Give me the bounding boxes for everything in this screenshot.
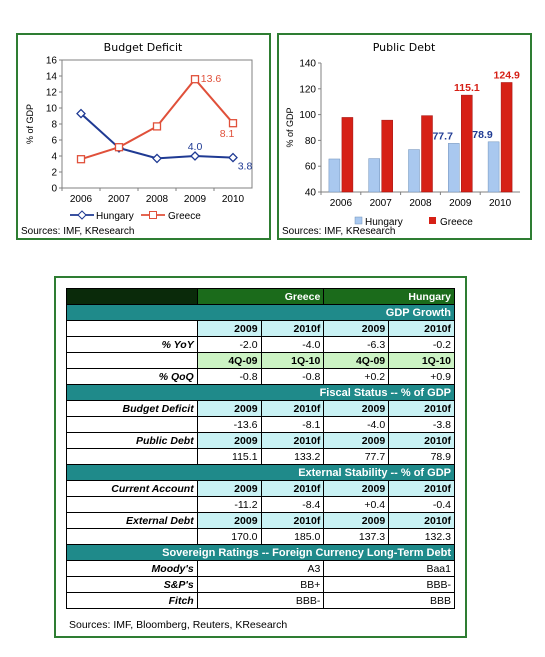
line-y-tick-label: 12 xyxy=(45,87,57,99)
line-data-label: 13.6 xyxy=(200,73,222,86)
row-label xyxy=(67,321,198,337)
row-label: % QoQ xyxy=(67,369,198,385)
period-cell: 2009 xyxy=(197,321,261,337)
bar-data-label: 77.7 xyxy=(432,130,453,143)
rating-cell: Baa1 xyxy=(324,561,455,577)
period-cell: 2010f xyxy=(261,321,324,337)
period-cell: 2009 xyxy=(324,321,389,337)
row-label xyxy=(67,353,198,369)
table-row xyxy=(67,449,455,465)
line-data-label: 8.1 xyxy=(219,128,235,141)
period-cell: 4Q-09 xyxy=(324,353,389,369)
line-point-greece xyxy=(154,123,161,130)
value-cell: -11.2 xyxy=(197,497,261,513)
line-point-hungary xyxy=(153,154,161,162)
line-y-tick-label: 14 xyxy=(45,71,57,83)
rating-cell: BBB xyxy=(324,593,455,609)
line-point-greece xyxy=(192,76,199,83)
bar-hungary-2010 xyxy=(488,142,499,192)
table-row xyxy=(67,321,455,337)
bar-x-tick-label: 2008 xyxy=(409,198,432,209)
row-label: S&P's xyxy=(67,577,198,593)
bar-greece-2008 xyxy=(422,116,433,192)
period-cell: 2010f xyxy=(389,321,455,337)
legend-greece-label: Greece xyxy=(168,211,201,222)
bar-y-tick-label: 80 xyxy=(304,135,316,147)
period-cell: 2009 xyxy=(324,481,389,497)
line-x-tick-label: 2006 xyxy=(69,194,93,205)
bar-chart-title: Public Debt xyxy=(372,41,436,54)
table-row xyxy=(67,401,455,417)
value-cell: +0.4 xyxy=(324,497,389,513)
period-cell: 2010f xyxy=(389,433,455,449)
budget-deficit-chart xyxy=(18,35,269,238)
line-point-greece xyxy=(78,156,85,163)
period-cell: 2009 xyxy=(197,433,261,449)
period-cell: 2009 xyxy=(324,433,389,449)
bar-y-tick-label: 100 xyxy=(299,110,316,122)
bar-hungary-2008 xyxy=(409,150,420,192)
bar-greece-2007 xyxy=(382,120,393,192)
bar-y-axis-label: % of GDP xyxy=(285,107,295,148)
legend-hungary-label: Hungary xyxy=(96,211,134,222)
public-debt-panel xyxy=(277,33,532,240)
public-debt-chart xyxy=(279,35,530,238)
value-cell: 133.2 xyxy=(261,449,324,465)
column-header-greece: Greece xyxy=(197,289,324,305)
value-cell: -8.4 xyxy=(261,497,324,513)
bar-x-tick-label: 2007 xyxy=(369,198,392,209)
section-header: GDP Growth xyxy=(67,305,455,321)
legend-hungary-marker xyxy=(78,211,86,219)
value-cell: -4.0 xyxy=(324,417,389,433)
line-data-label: 4.0 xyxy=(187,141,203,153)
period-cell: 4Q-09 xyxy=(197,353,261,369)
rating-cell: BB+ xyxy=(197,577,324,593)
value-cell: -8.1 xyxy=(261,417,324,433)
table-row xyxy=(67,481,455,497)
period-cell: 2010f xyxy=(389,513,455,529)
row-label: External Debt xyxy=(67,513,198,529)
line-point-hungary xyxy=(191,152,199,160)
value-cell: 132.3 xyxy=(389,529,455,545)
value-cell: 137.3 xyxy=(324,529,389,545)
table-row xyxy=(67,577,455,593)
line-chart-title: Budget Deficit xyxy=(103,41,183,54)
summary-table xyxy=(66,288,455,609)
bar-greece-2010 xyxy=(501,82,512,192)
table-row xyxy=(67,593,455,609)
bar-data-label: 124.9 xyxy=(493,69,520,82)
line-y-tick-label: 4 xyxy=(51,151,57,163)
value-cell: -4.0 xyxy=(261,337,324,353)
value-cell: +0.9 xyxy=(389,369,455,385)
bar-data-label: 78.9 xyxy=(472,128,493,141)
column-header-hungary: Hungary xyxy=(324,289,455,305)
line-x-tick-label: 2008 xyxy=(145,194,169,205)
table-row xyxy=(67,497,455,513)
period-cell: 2009 xyxy=(324,513,389,529)
bar-x-tick-label: 2010 xyxy=(488,198,512,209)
bar-hungary-2009 xyxy=(448,143,459,192)
value-cell: -0.2 xyxy=(389,337,455,353)
rating-cell: BBB- xyxy=(197,593,324,609)
bar-y-tick-label: 140 xyxy=(299,58,316,70)
rating-cell: BBB- xyxy=(324,577,455,593)
line-y-axis-label: % of GDP xyxy=(25,103,35,145)
table-source: Sources: IMF, Bloomberg, Reuters, KResearch xyxy=(69,619,288,631)
summary-table-panel xyxy=(54,276,467,638)
period-cell: 1Q-10 xyxy=(261,353,324,369)
line-x-tick-label: 2007 xyxy=(107,194,131,205)
value-cell: +0.2 xyxy=(324,369,389,385)
value-cell: -0.8 xyxy=(261,369,324,385)
row-label: % YoY xyxy=(67,337,198,353)
row-label: Moody's xyxy=(67,561,198,577)
line-point-hungary xyxy=(229,154,237,162)
bar-x-tick-label: 2009 xyxy=(449,198,472,209)
row-label xyxy=(67,449,198,465)
table-row xyxy=(67,433,455,449)
row-label: Budget Deficit xyxy=(67,401,198,417)
table-row xyxy=(67,513,455,529)
row-label xyxy=(67,497,198,513)
line-y-tick-label: 10 xyxy=(45,103,57,115)
bar-hungary-2007 xyxy=(369,159,380,192)
value-cell: -0.4 xyxy=(389,497,455,513)
line-data-label: 3.8 xyxy=(237,160,253,173)
table-row xyxy=(67,353,455,369)
period-cell: 2009 xyxy=(197,481,261,497)
line-y-tick-label: 6 xyxy=(51,135,57,147)
section-header: External Stability -- % of GDP xyxy=(67,465,455,481)
value-cell: -13.6 xyxy=(197,417,261,433)
value-cell: 115.1 xyxy=(197,449,261,465)
line-point-greece xyxy=(116,144,123,151)
bar-greece-2009 xyxy=(461,95,472,192)
row-label: Current Account xyxy=(67,481,198,497)
bar-y-tick-label: 120 xyxy=(299,84,316,96)
period-cell: 2010f xyxy=(261,513,324,529)
period-cell: 2010f xyxy=(389,401,455,417)
value-cell: 170.0 xyxy=(197,529,261,545)
row-label: Public Debt xyxy=(67,433,198,449)
bar-y-tick-label: 60 xyxy=(304,161,316,173)
period-cell: 2010f xyxy=(261,401,324,417)
line-series-greece xyxy=(81,79,233,159)
period-cell: 2009 xyxy=(197,401,261,417)
line-y-tick-label: 2 xyxy=(51,167,57,179)
budget-deficit-panel xyxy=(16,33,271,240)
row-label xyxy=(67,529,198,545)
bar-hungary-2006 xyxy=(329,159,340,192)
public-debt-source: Sources: IMF, KResearch xyxy=(282,226,396,237)
table-corner-cell xyxy=(67,289,198,305)
rating-cell: A3 xyxy=(197,561,324,577)
line-y-tick-label: 8 xyxy=(51,119,57,131)
period-cell: 2010f xyxy=(261,481,324,497)
section-header: Sovereign Ratings -- Foreign Currency Long-Term Debt xyxy=(67,545,455,561)
value-cell: -2.0 xyxy=(197,337,261,353)
table-row xyxy=(67,561,455,577)
table-row xyxy=(67,337,455,353)
legend-greece-swatch xyxy=(429,217,436,224)
table-row xyxy=(67,417,455,433)
legend-hungary-swatch xyxy=(355,217,362,224)
bar-data-label: 115.1 xyxy=(454,82,480,95)
value-cell: -0.8 xyxy=(197,369,261,385)
legend-greece-label: Greece xyxy=(440,217,473,228)
section-header: Fiscal Status -- % of GDP xyxy=(67,385,455,401)
row-label: Fitch xyxy=(67,593,198,609)
bar-y-tick-label: 40 xyxy=(304,187,316,199)
line-x-tick-label: 2009 xyxy=(183,194,207,205)
value-cell: 77.7 xyxy=(324,449,389,465)
line-y-tick-label: 16 xyxy=(45,55,57,67)
period-cell: 2010f xyxy=(261,433,324,449)
legend-hungary-label: Hungary xyxy=(365,217,403,228)
period-cell: 2010f xyxy=(389,481,455,497)
line-y-tick-label: 0 xyxy=(51,183,57,195)
value-cell: 78.9 xyxy=(389,449,455,465)
table-row xyxy=(67,369,455,385)
value-cell: -3.8 xyxy=(389,417,455,433)
bar-greece-2006 xyxy=(342,117,353,192)
budget-deficit-source: Sources: IMF, KResearch xyxy=(21,226,135,237)
period-cell: 2009 xyxy=(197,513,261,529)
line-x-tick-label: 2010 xyxy=(221,194,245,205)
legend-greece-marker xyxy=(150,212,157,219)
line-point-greece xyxy=(230,120,237,127)
bar-x-tick-label: 2006 xyxy=(329,198,353,209)
table-row xyxy=(67,529,455,545)
period-cell: 2009 xyxy=(324,401,389,417)
period-cell: 1Q-10 xyxy=(389,353,455,369)
value-cell: 185.0 xyxy=(261,529,324,545)
row-label xyxy=(67,417,198,433)
value-cell: -6.3 xyxy=(324,337,389,353)
